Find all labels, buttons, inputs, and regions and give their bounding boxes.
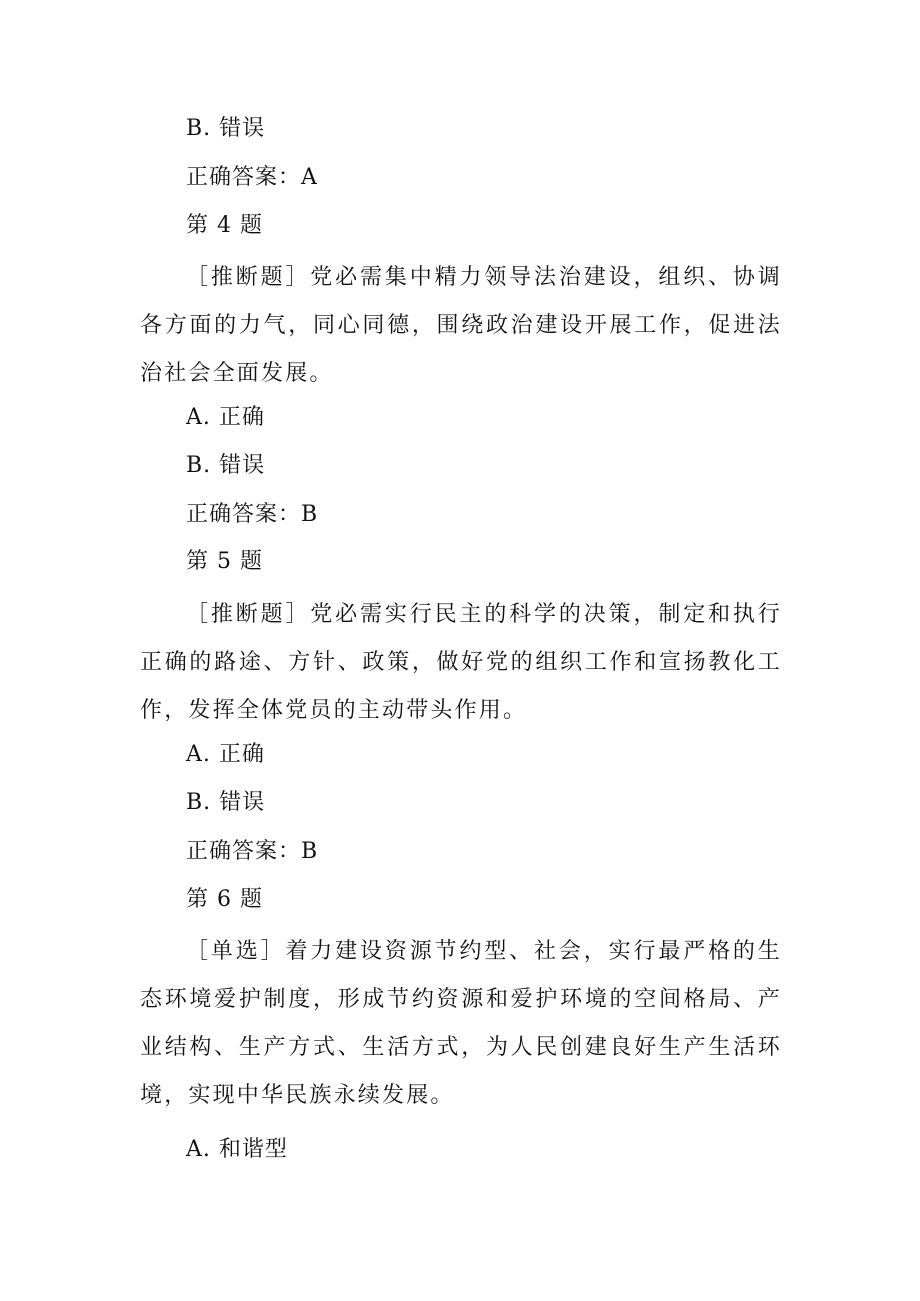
q5-option-a: A. 正确 bbox=[186, 742, 265, 767]
q4-stem: ［推断题］党必需集中精力领导法治建设，组织、协调各方面的力气，同心同德，围绕政治建设开展工作，促进法治社会全面发展。 bbox=[140, 265, 782, 386]
q6-number: 第 6 题 bbox=[186, 887, 263, 912]
q5-answer: 正确答案：B bbox=[186, 839, 319, 864]
q4-option-a: A. 正确 bbox=[186, 405, 265, 430]
q5-option-b: B. 错误 bbox=[186, 790, 266, 815]
q6-stem: ［单选］着力建设资源节约型、社会，实行最严格的生态环境爱护制度，形成节约资源和爱护环境的空间格局、产业结构、生产方式、生活方式，为人民创建良好生产生活环境，实现中华民族永续发展。 bbox=[140, 939, 782, 1108]
q4-answer: 正确答案：B bbox=[186, 502, 319, 527]
q4-number: 第 4 题 bbox=[186, 213, 263, 238]
q4-option-b: B. 错误 bbox=[186, 453, 266, 478]
q5-stem: ［推断题］党必需实行民主的科学的决策，制定和执行正确的路途、方针、政策，做好党的组织工作和宣扬教化工作，发挥全体党员的主动带头作用。 bbox=[140, 602, 782, 723]
q3-answer: 正确答案：A bbox=[186, 165, 318, 190]
q5-number: 第 5 题 bbox=[186, 549, 263, 574]
q6-option-a: A. 和谐型 bbox=[186, 1137, 288, 1162]
q3-option-b: B. 错误 bbox=[186, 116, 266, 141]
